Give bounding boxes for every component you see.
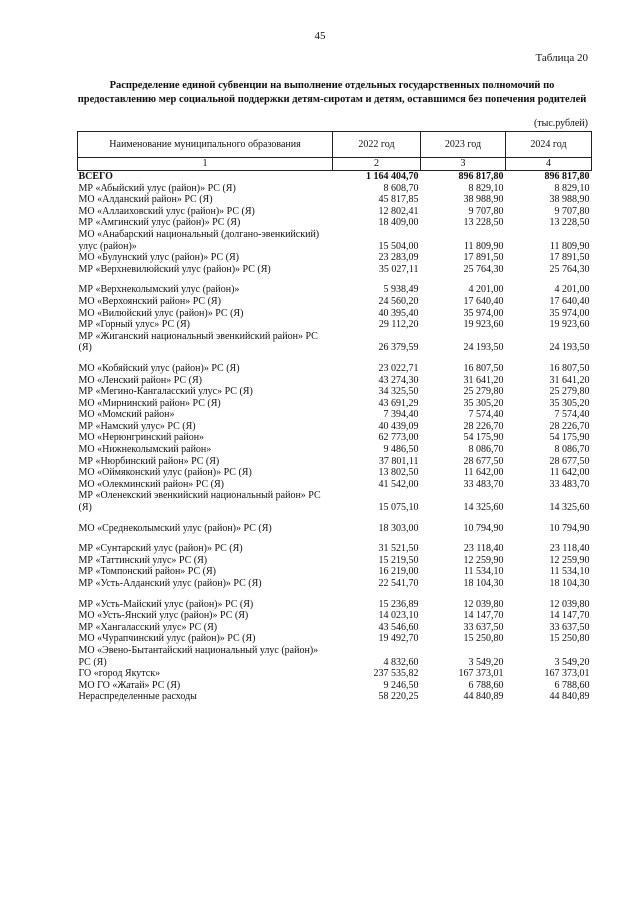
spacer-cell xyxy=(78,514,592,523)
value-2022-cell: 43 546,60 xyxy=(378,621,419,633)
value-2023-cell: 14 325,60 xyxy=(463,502,504,514)
value-2022-cell: 37 801,11 xyxy=(378,455,419,467)
spacer-cell xyxy=(78,354,592,363)
value-2023-cell: 31 641,20 xyxy=(463,374,504,386)
subvention-table xyxy=(77,131,592,703)
value-2024-cell: 167 373,01 xyxy=(544,668,590,680)
value-2022-cell: 9 486,50 xyxy=(383,444,419,456)
municipality-cell: МР «Таттинский улус» РС (Я) xyxy=(78,554,208,566)
municipality-cell: МР «Оленекский эвенкийский национальный район» РС (Я) xyxy=(78,490,321,514)
municipality-cell: МР «Нюрбинский район» РС (Я) xyxy=(78,455,220,467)
value-2022-cell: 24 560,20 xyxy=(378,295,419,307)
value-2023-cell: 54 175,90 xyxy=(463,432,504,444)
value-2022-cell: 4 832,60 xyxy=(383,656,419,668)
municipality-cell: МР «Горный улус» РС (Я) xyxy=(78,319,190,331)
value-2024-cell: 28 677,50 xyxy=(549,455,590,467)
value-2022-cell: 40 395,40 xyxy=(378,307,419,319)
table-row xyxy=(78,252,592,264)
value-2024-cell: 11 809,90 xyxy=(549,240,590,252)
value-2024-cell: 7 574,40 xyxy=(554,409,590,421)
municipality-cell: МР «Хангаласский улус» РС (Я) xyxy=(78,621,218,633)
value-2022-cell: 43 274,30 xyxy=(378,374,419,386)
municipality-cell: МО «Нижнеколымский район» xyxy=(78,444,212,456)
value-2023-cell: 14 147,70 xyxy=(463,610,504,622)
value-2022-cell: 8 608,70 xyxy=(383,182,419,194)
value-2023-cell: 13 228,50 xyxy=(463,217,504,229)
value-2023-cell: 25 764,30 xyxy=(463,263,504,275)
value-2022-cell: 16 219,00 xyxy=(378,566,419,578)
value-2022-cell: 45 817,85 xyxy=(378,194,419,206)
column-number-row xyxy=(78,158,592,171)
value-2022-cell: 62 773,00 xyxy=(378,432,419,444)
value-2024-cell: 25 764,30 xyxy=(549,263,590,275)
value-2024-cell: 33 483,70 xyxy=(549,478,590,490)
value-2022-cell: 41 542,00 xyxy=(378,478,419,490)
spacer-cell xyxy=(78,275,592,284)
value-2022-cell: 15 219,50 xyxy=(378,554,419,566)
table-row xyxy=(78,444,592,456)
value-2024-cell: 896 817,80 xyxy=(544,171,590,182)
value-2023-cell: 12 259,90 xyxy=(463,554,504,566)
value-2023-cell: 167 373,01 xyxy=(458,668,504,680)
table-row xyxy=(78,668,592,680)
value-2022-cell: 22 541,70 xyxy=(378,578,419,589)
table-row xyxy=(78,284,592,296)
value-2024-cell: 35 974,00 xyxy=(549,307,590,319)
value-2023-cell: 35 305,20 xyxy=(463,397,504,409)
value-2022-cell: 7 394,40 xyxy=(383,409,419,421)
municipality-cell: МР «Сунтарский улус (район)» РС (Я) xyxy=(78,543,243,555)
value-2022-cell: 12 802,41 xyxy=(378,205,419,217)
spacer-cell xyxy=(78,590,592,599)
municipality-cell: МО «Вилюйский улус (район)» РС (Я) xyxy=(78,307,244,319)
value-2023-cell: 12 039,80 xyxy=(463,598,504,610)
value-2023-cell: 4 201,00 xyxy=(468,284,504,296)
value-2022-cell: 15 075,10 xyxy=(378,502,419,514)
value-2024-cell: 31 641,20 xyxy=(549,374,590,386)
municipality-cell: ГО «город Якутск» xyxy=(78,668,161,680)
value-2024-cell: 14 147,70 xyxy=(549,610,590,622)
value-2022-cell: 1 164 404,70 xyxy=(366,171,419,182)
municipality-cell: Нераспределенные расходы xyxy=(78,691,197,703)
value-2022-cell: 13 802,50 xyxy=(378,467,419,479)
municipality-cell: МР «Томпонский район» РС (Я) xyxy=(78,566,216,578)
table-row xyxy=(78,555,592,567)
column-number-3: 3 xyxy=(421,158,506,171)
value-2024-cell: 15 250,80 xyxy=(549,633,590,645)
table-row xyxy=(78,331,592,354)
municipality-cell: МР «Абыйский улус (район)» РС (Я) xyxy=(78,182,236,194)
value-2024-cell: 8 086,70 xyxy=(554,444,590,456)
document-title: Распределение единой субвенции на выполнение отдельных государственных полномочий по предоставлению мер социальной поддержки детям-сиротам и детям, оставшимся без попечения родителей xyxy=(77,80,587,105)
municipality-cell: МО «Анабарский национальный (долгано-эвенкийский) улус (район)» xyxy=(78,228,320,252)
value-2023-cell: 28 677,50 xyxy=(463,455,504,467)
value-2024-cell: 4 201,00 xyxy=(554,284,590,296)
value-2022-cell: 19 492,70 xyxy=(378,633,419,645)
table-row xyxy=(78,363,592,375)
header-2024: 2024 год xyxy=(506,132,592,158)
municipality-cell: МО «Усть-Янский улус (район)» РС (Я) xyxy=(78,610,249,622)
header-municipality: Наименование муниципального образования xyxy=(78,132,333,158)
municipality-cell: МО «Булунский улус (район)» РС (Я) xyxy=(78,252,239,264)
value-2023-cell: 6 788,60 xyxy=(468,679,504,691)
municipality-cell: МР «Верхнеколымский улус (район)» xyxy=(78,284,240,296)
value-2024-cell: 17 640,40 xyxy=(549,295,590,307)
value-2023-cell: 9 707,80 xyxy=(468,205,504,217)
table-row xyxy=(78,206,592,218)
value-2024-cell: 16 807,50 xyxy=(549,362,590,374)
table-row xyxy=(78,479,592,491)
value-2024-cell: 12 259,90 xyxy=(549,554,590,566)
municipality-cell: МР «Верхневилюйский улус (район)» РС (Я) xyxy=(78,263,271,275)
value-2023-cell: 24 193,50 xyxy=(463,342,504,354)
value-2022-cell: 40 439,09 xyxy=(378,420,419,432)
value-2022-cell: 15 236,89 xyxy=(378,598,419,610)
value-2023-cell: 19 923,60 xyxy=(463,319,504,331)
row-spacer xyxy=(78,275,592,284)
table-row xyxy=(78,398,592,410)
column-number-4: 4 xyxy=(506,158,592,171)
table-row xyxy=(78,456,592,468)
value-2024-cell: 35 305,20 xyxy=(549,397,590,409)
table-row xyxy=(78,217,592,229)
value-2022-cell: 14 023,10 xyxy=(378,610,419,622)
value-2023-cell: 17 891,50 xyxy=(463,252,504,264)
table-row xyxy=(78,633,592,645)
municipality-cell: МО «Верхоянский район» РС (Я) xyxy=(78,295,221,307)
table-header-row xyxy=(78,132,592,158)
municipality-cell: МО ГО «Жатай» РС (Я) xyxy=(78,679,181,691)
column-number-2: 2 xyxy=(333,158,421,171)
municipality-cell: МО «Мирнинский район» РС (Я) xyxy=(78,397,221,409)
municipality-cell: МР «Намский улус» РС (Я) xyxy=(78,420,196,432)
table-row xyxy=(78,566,592,578)
value-2022-cell: 18 409,00 xyxy=(378,217,419,229)
table-row-total xyxy=(78,171,592,183)
municipality-cell: МО «Олекминский район» РС (Я) xyxy=(78,478,224,490)
municipality-cell: МО «Чурапчинский улус (район)» РС (Я) xyxy=(78,633,256,645)
municipality-cell: МО «Кобяйский улус (район)» РС (Я) xyxy=(78,362,240,374)
table-row xyxy=(78,264,592,276)
value-2024-cell: 14 325,60 xyxy=(549,502,590,514)
value-2023-cell: 11 809,90 xyxy=(463,240,504,252)
value-2022-cell: 43 691,29 xyxy=(378,397,419,409)
table-label: Таблица 20 xyxy=(535,52,588,64)
value-2023-cell: 16 807,50 xyxy=(463,362,504,374)
value-2022-cell: 34 325,50 xyxy=(378,386,419,398)
value-2022-cell: 35 027,11 xyxy=(378,263,419,275)
value-2022-cell: 23 283,09 xyxy=(378,252,419,264)
unit-note: (тыс.рублей) xyxy=(533,118,588,129)
value-2022-cell: 26 379,59 xyxy=(378,342,419,354)
table-row xyxy=(78,467,592,479)
municipality-cell: МО «Алданский район» РС (Я) xyxy=(78,194,213,206)
value-2023-cell: 33 637,50 xyxy=(463,621,504,633)
value-2022-cell: 58 220,25 xyxy=(378,691,419,703)
table-row xyxy=(78,599,592,611)
value-2024-cell: 44 840,89 xyxy=(549,691,590,703)
value-2024-cell: 54 175,90 xyxy=(549,432,590,444)
value-2024-cell: 11 534,10 xyxy=(549,566,590,578)
value-2024-cell: 33 637,50 xyxy=(549,621,590,633)
table-body xyxy=(78,171,592,703)
table-row xyxy=(78,421,592,433)
table-row xyxy=(78,543,592,555)
table-row xyxy=(78,296,592,308)
municipality-cell: МО «Момский район» xyxy=(78,409,175,421)
value-2024-cell: 3 549,20 xyxy=(554,656,590,668)
municipality-cell: МО «Ленский район» РС (Я) xyxy=(78,374,202,386)
value-2023-cell: 18 104,30 xyxy=(463,578,504,589)
table-row xyxy=(78,691,592,703)
value-2024-cell: 8 829,10 xyxy=(554,182,590,194)
value-2024-cell: 17 891,50 xyxy=(549,252,590,264)
municipality-cell: МР «Мегино-Кангаласский улус» РС (Я) xyxy=(78,386,253,398)
municipality-cell: МР «Усть-Майский улус (район)» РС (Я) xyxy=(78,598,254,610)
header-2022: 2022 год xyxy=(333,132,421,158)
table-row xyxy=(78,319,592,331)
value-2022-cell: 18 303,00 xyxy=(378,522,419,534)
value-2024-cell: 38 988,90 xyxy=(549,194,590,206)
value-2022-cell: 5 938,49 xyxy=(383,284,419,296)
value-2023-cell: 896 817,80 xyxy=(458,171,504,182)
municipality-cell: МР «Амгинский улус (район)» РС (Я) xyxy=(78,217,241,229)
row-spacer xyxy=(78,534,592,543)
table-row xyxy=(78,308,592,320)
table-row xyxy=(78,622,592,634)
municipality-cell: МР «Усть-Алданский улус (район)» РС (Я) xyxy=(78,578,262,589)
value-2023-cell: 3 549,20 xyxy=(468,656,504,668)
table-row xyxy=(78,523,592,535)
table-row xyxy=(78,490,592,513)
column-number-1: 1 xyxy=(78,158,333,171)
row-spacer xyxy=(78,514,592,523)
table-row xyxy=(78,645,592,668)
value-2024-cell: 28 226,70 xyxy=(549,420,590,432)
value-2022-cell: 29 112,20 xyxy=(378,319,419,331)
municipality-cell: МР «Жиганский национальный эвенкийский район» РС (Я) xyxy=(78,330,318,354)
page-number: 45 xyxy=(314,30,326,42)
value-2024-cell: 6 788,60 xyxy=(554,679,590,691)
value-2024-cell: 9 707,80 xyxy=(554,205,590,217)
table-row xyxy=(78,386,592,398)
municipality-cell: ВСЕГО xyxy=(78,171,113,182)
municipality-cell: МО «Аллаиховский улус (район)» РС (Я) xyxy=(78,205,255,217)
municipality-cell: МО «Эвено-Бытантайский национальный улус (район)» РС (Я) xyxy=(78,644,319,668)
value-2024-cell: 11 642,00 xyxy=(549,467,590,479)
value-2023-cell: 35 974,00 xyxy=(463,307,504,319)
value-2023-cell: 25 279,80 xyxy=(463,386,504,398)
value-2024-cell: 13 228,50 xyxy=(549,217,590,229)
value-2023-cell: 17 640,40 xyxy=(463,295,504,307)
value-2024-cell: 10 794,90 xyxy=(549,522,590,534)
value-2022-cell: 15 504,00 xyxy=(378,240,419,252)
spacer-cell xyxy=(78,534,592,543)
value-2022-cell: 9 246,50 xyxy=(383,679,419,691)
value-2024-cell: 25 279,80 xyxy=(549,386,590,398)
row-spacer xyxy=(78,590,592,599)
value-2022-cell: 31 521,50 xyxy=(378,543,419,555)
value-2023-cell: 33 483,70 xyxy=(463,478,504,490)
value-2023-cell: 38 988,90 xyxy=(463,194,504,206)
value-2023-cell: 8 086,70 xyxy=(468,444,504,456)
value-2023-cell: 44 840,89 xyxy=(463,691,504,703)
value-2023-cell: 15 250,80 xyxy=(463,633,504,645)
value-2024-cell: 23 118,40 xyxy=(549,543,590,555)
table-row xyxy=(78,432,592,444)
value-2023-cell: 11 642,00 xyxy=(463,467,504,479)
table-row xyxy=(78,409,592,421)
header-2023: 2023 год xyxy=(421,132,506,158)
value-2023-cell: 7 574,40 xyxy=(468,409,504,421)
municipality-cell: МО «Нерюнгринский район» xyxy=(78,432,205,444)
table-row xyxy=(78,680,592,692)
value-2023-cell: 23 118,40 xyxy=(463,543,504,555)
value-2023-cell: 8 829,10 xyxy=(468,182,504,194)
municipality-cell: МО «Среднеколымский улус (район)» РС (Я) xyxy=(78,522,272,534)
value-2024-cell: 18 104,30 xyxy=(549,578,590,589)
value-2023-cell: 10 794,90 xyxy=(463,522,504,534)
value-2023-cell: 28 226,70 xyxy=(463,420,504,432)
table-row xyxy=(78,610,592,622)
value-2024-cell: 24 193,50 xyxy=(549,342,590,354)
table-row xyxy=(78,578,592,590)
table-row xyxy=(78,375,592,387)
value-2023-cell: 11 534,10 xyxy=(463,566,504,578)
municipality-cell: МО «Оймяконский улус (район)» РС (Я) xyxy=(78,467,252,479)
value-2024-cell: 12 039,80 xyxy=(549,598,590,610)
row-spacer xyxy=(78,354,592,363)
table-row xyxy=(78,229,592,252)
table-row xyxy=(78,194,592,206)
value-2022-cell: 23 022,71 xyxy=(378,362,419,374)
value-2024-cell: 19 923,60 xyxy=(549,319,590,331)
table-row xyxy=(78,183,592,195)
value-2022-cell: 237 535,82 xyxy=(373,668,419,680)
